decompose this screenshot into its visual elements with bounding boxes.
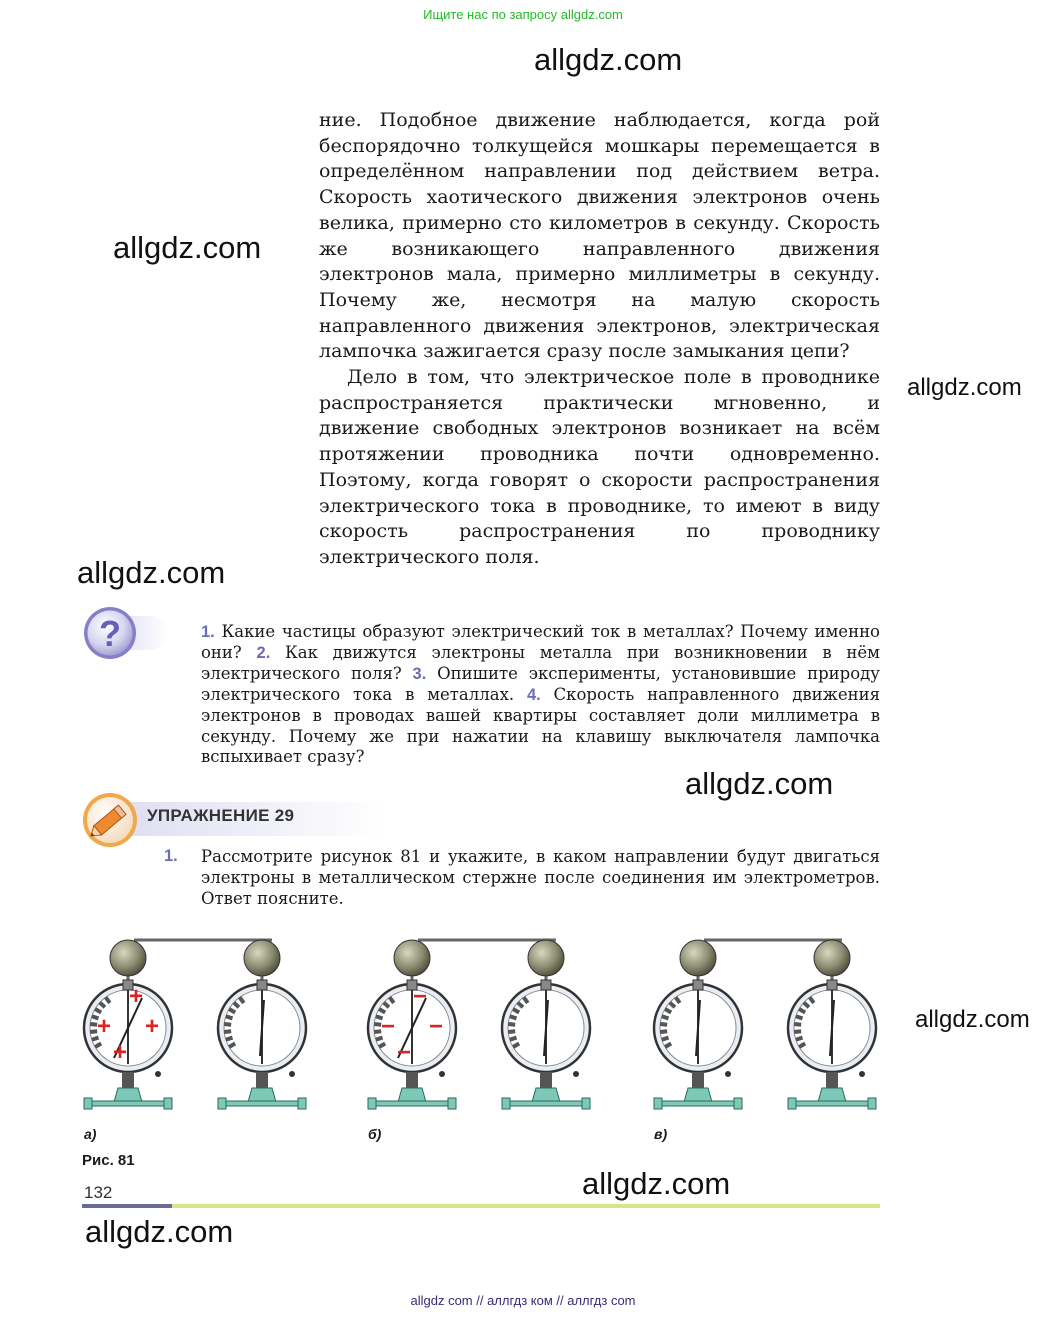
stand-foot [224,1101,300,1106]
electrometers-figure [76,930,896,1130]
stand-foot-right [868,1098,876,1109]
stand-foot-right [448,1098,456,1109]
watermark: allgdz.com [915,1006,1030,1033]
figure-label-b: б) [368,1126,382,1142]
stand-foot [90,1101,166,1106]
stand-foot-left [788,1098,796,1109]
stand-foot-right [582,1098,590,1109]
figure-label-a: а) [84,1126,97,1142]
electrometer-knob [155,1071,161,1077]
charge-sign: + [144,1013,160,1040]
question-number: 4. [526,685,541,704]
scale-tick [794,1024,801,1025]
charge-sign: + [112,1039,128,1066]
electrometer-ball [394,940,430,976]
stand-neck [122,1072,134,1088]
scale-tick [508,1031,515,1032]
stand-foot-left [218,1098,226,1109]
electrometer-ball [814,940,850,976]
figure-caption: Рис. 81 [82,1152,135,1169]
electrometer-ball [244,940,280,976]
watermark: allgdz.com [85,1214,234,1249]
stand-base [114,1088,142,1102]
watermark: allgdz.com [113,230,262,265]
electrometer-ball [528,940,564,976]
svg-text:?: ? [99,613,121,654]
scale-tick [794,1031,801,1032]
scale-tick [508,1024,515,1025]
scale-tick [226,1038,233,1040]
electrometer-knob [289,1071,295,1077]
electrometer-knob [725,1071,731,1077]
page-bar-dark [82,1204,172,1208]
electrometer-ball [110,940,146,976]
question-text: Какие частицы образуют электрический ток в металлах? Почему именно они? [201,622,880,662]
review-questions [201,622,880,768]
question-text: Скорость направленного движения электронов в проводах вашей квартиры составляет доли миллиметра в секунду. Почему же при нажатии на клавишу выключателя лампочка вспыхивает сразу? [201,684,880,767]
stand-base [684,1088,712,1102]
electrometer-clamp [693,980,703,990]
question-number: 1. [201,623,215,641]
stand-foot [374,1101,450,1106]
stand-foot-left [84,1098,92,1109]
electrometer-ball [680,940,716,976]
top-search-link[interactable]: Ищите нас по запросу allgdz.com [423,7,623,22]
stand-neck [540,1072,552,1088]
scale-tick [224,1024,231,1025]
stand-foot-right [734,1098,742,1109]
stand-neck [406,1072,418,1088]
scale-tick [660,1031,667,1032]
scale-tick [510,1016,517,1018]
stand-foot-left [502,1098,510,1109]
electrometer-clamp [257,980,267,990]
page-bar-light [172,1204,880,1208]
charge-sign: − [396,1039,412,1066]
stand-base [818,1088,846,1102]
scale-tick [226,1016,233,1018]
stand-foot-right [164,1098,172,1109]
electrometer [788,940,876,1109]
charge-sign: − [380,1013,396,1040]
electrometer-knob [439,1071,445,1077]
footer-links[interactable]: allgdz com // аллгдз ком // аллгдз com [410,1293,636,1308]
watermark: allgdz.com [582,1166,731,1201]
electrometer [502,940,590,1109]
scale-tick [796,1016,803,1018]
stand-foot-right [298,1098,306,1109]
electrometer-knob [859,1071,865,1077]
scale-tick [796,1038,803,1040]
paragraph: ние. Подобное движение наблюдается, когда рой беспорядочно толкущейся мошкары перемещается в определённом направлении под действием ветра. Скорость хаотического движения электронов очень велика, примерно сто километров в секунду. Скорость же возникающего направленного движения электронов мала, примерно миллиметры в секунду. Почему же, несмотря на малую скорость направленного движения электронов, электрическая лампочка зажигается сразу после замыкания цепи? [319,109,880,363]
scale-tick [662,1016,669,1018]
exercise-item-text: Рассмотрите рисунок 81 и укажите, в каком направлении будут двигаться электроны в металлическом стержне после соединения им электрометров. Ответ поясните. [201,847,880,908]
stand-foot-left [368,1098,376,1109]
electrometer [368,940,456,1109]
charge-sign: + [128,983,144,1010]
watermark: allgdz.com [534,42,683,77]
paragraph: Дело в том, что электрическое поле в проводнике распространяется практически мгновенно, и движение свободных электронов возникает на всём протяжении проводника почти одновременно. Поэтому, когда говорят о скорости распространения электрического тока в проводнике, то имеют в виду скорость распространения по проводнику электрического поля. [319,366,880,568]
stand-base [398,1088,426,1102]
stand-neck [256,1072,268,1088]
electrometer [654,940,742,1109]
watermark: allgdz.com [77,555,226,590]
question-number: 3. [412,664,427,683]
charge-sign: − [412,983,428,1010]
exercise-item-number: 1. [164,847,178,865]
charge-sign: − [428,1013,444,1040]
scale-tick [662,1038,669,1040]
stand-foot [508,1101,584,1106]
electrometer-clamp [541,980,551,990]
watermark: allgdz.com [685,766,834,801]
stand-neck [692,1072,704,1088]
figure-label-c: в) [654,1126,668,1142]
question-number: 2. [256,643,271,662]
electrometer-knob [573,1071,579,1077]
stand-base [532,1088,560,1102]
scale-tick [510,1038,517,1040]
question-text: Опишите эксперименты, установившие природу электрического тока в металлах. [201,663,881,704]
stand-base [248,1088,276,1102]
stand-foot [794,1101,870,1106]
stand-foot-left [654,1098,662,1109]
watermark: allgdz.com [907,374,1022,401]
electrometer-clamp [827,980,837,990]
question-icon [82,606,168,660]
stand-foot [660,1101,736,1106]
body-text [319,108,880,571]
stand-neck [826,1072,838,1088]
page-number: 132 [84,1183,113,1202]
charge-sign: + [96,1013,112,1040]
scale-tick [224,1031,231,1032]
electrometer [84,940,172,1109]
exercise-title: УПРАЖНЕНИЕ 29 [147,806,295,825]
electrometer [218,940,306,1109]
scale-tick [660,1024,667,1025]
question-text: Как движутся электроны металла при возникновении в нём электрического поля? [201,642,880,683]
